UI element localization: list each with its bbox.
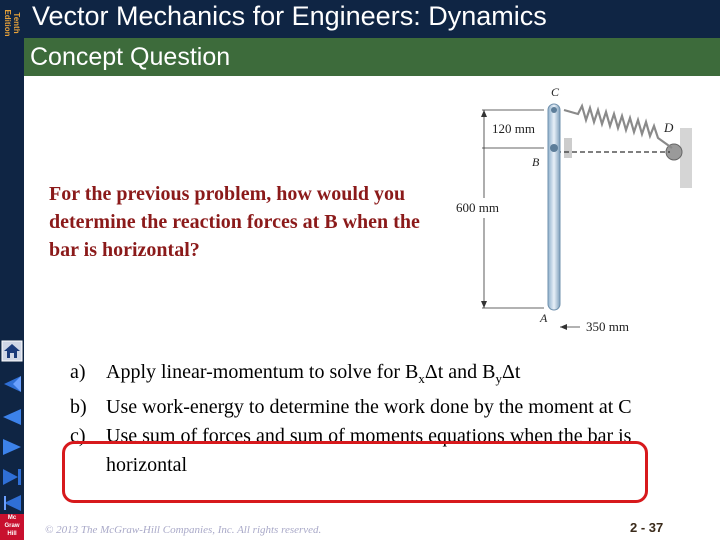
answer-text: Use work-energy to determine the work done by the moment at C bbox=[106, 396, 632, 418]
answer-text: Apply linear-momentum to solve for B bbox=[106, 361, 419, 383]
edition-label bbox=[0, 0, 24, 42]
previous-slide-button[interactable] bbox=[1, 406, 23, 428]
book-title: Vector Mechanics for Engineers: Dynamics bbox=[32, 1, 547, 31]
answer-text: Δt bbox=[501, 361, 521, 383]
wall-support bbox=[564, 138, 572, 158]
page-number: 2 - 37 bbox=[630, 520, 664, 535]
label-a: A bbox=[540, 311, 548, 325]
subscript-x: x bbox=[418, 371, 425, 386]
answer-letter: b) bbox=[70, 396, 87, 418]
edition-line-1: Tenth bbox=[12, 12, 21, 34]
header-bar bbox=[24, 0, 720, 38]
last-slide-button[interactable] bbox=[1, 466, 23, 488]
question-text: For the previous problem, how would you determine the reaction forces at B when the bar is horizontal? bbox=[49, 183, 420, 261]
answer-text: Δt and B bbox=[424, 361, 496, 383]
subscript-y: y bbox=[495, 371, 502, 386]
b-pin bbox=[550, 144, 558, 152]
home-button[interactable] bbox=[1, 340, 23, 362]
answer-letter: c) bbox=[70, 425, 86, 447]
label-d: D bbox=[664, 120, 674, 135]
next-slide-button[interactable] bbox=[1, 436, 23, 458]
bar bbox=[548, 104, 560, 310]
exit-icon bbox=[1, 492, 23, 514]
exit-button[interactable] bbox=[1, 492, 23, 514]
label-600mm: 600 mm bbox=[456, 200, 499, 215]
logo-line-3: Hill bbox=[7, 531, 17, 537]
copyright-notice: © 2013 The McGraw-Hill Companies, Inc. All rights reserved. bbox=[45, 524, 322, 536]
last-slide-icon bbox=[1, 466, 23, 488]
first-slide-button[interactable] bbox=[1, 373, 23, 395]
next-slide-icon bbox=[1, 436, 23, 458]
arrow-bottom bbox=[481, 301, 487, 308]
mechanism-figure bbox=[452, 80, 720, 340]
edition-line-2: Edition bbox=[3, 9, 12, 37]
subheader-bar bbox=[24, 38, 720, 76]
answer-letter: a) bbox=[70, 361, 86, 383]
sidebar bbox=[0, 0, 24, 540]
answer-b[interactable] bbox=[70, 393, 660, 422]
label-c: C bbox=[551, 85, 560, 99]
answer-text: Use sum of forces and sum of moments equations when the bar is horizontal bbox=[106, 425, 632, 476]
first-slide-icon bbox=[1, 373, 23, 395]
previous-slide-icon bbox=[1, 406, 23, 428]
correct-answer-highlight bbox=[62, 441, 648, 503]
label-120mm: 120 mm bbox=[492, 121, 535, 136]
answer-a[interactable] bbox=[70, 358, 660, 393]
d-support bbox=[680, 128, 692, 188]
arrow-350 bbox=[560, 324, 567, 330]
spring bbox=[564, 106, 672, 148]
logo-line-1: Mc bbox=[7, 515, 17, 521]
arrow-top bbox=[481, 110, 487, 117]
label-350mm: 350 mm bbox=[586, 319, 629, 334]
section-title: Concept Question bbox=[30, 43, 231, 71]
home-icon bbox=[1, 340, 23, 362]
label-b: B bbox=[532, 155, 540, 169]
c-pin bbox=[551, 107, 557, 113]
logo-line-2: Graw bbox=[4, 523, 20, 529]
publisher-logo bbox=[0, 514, 24, 540]
